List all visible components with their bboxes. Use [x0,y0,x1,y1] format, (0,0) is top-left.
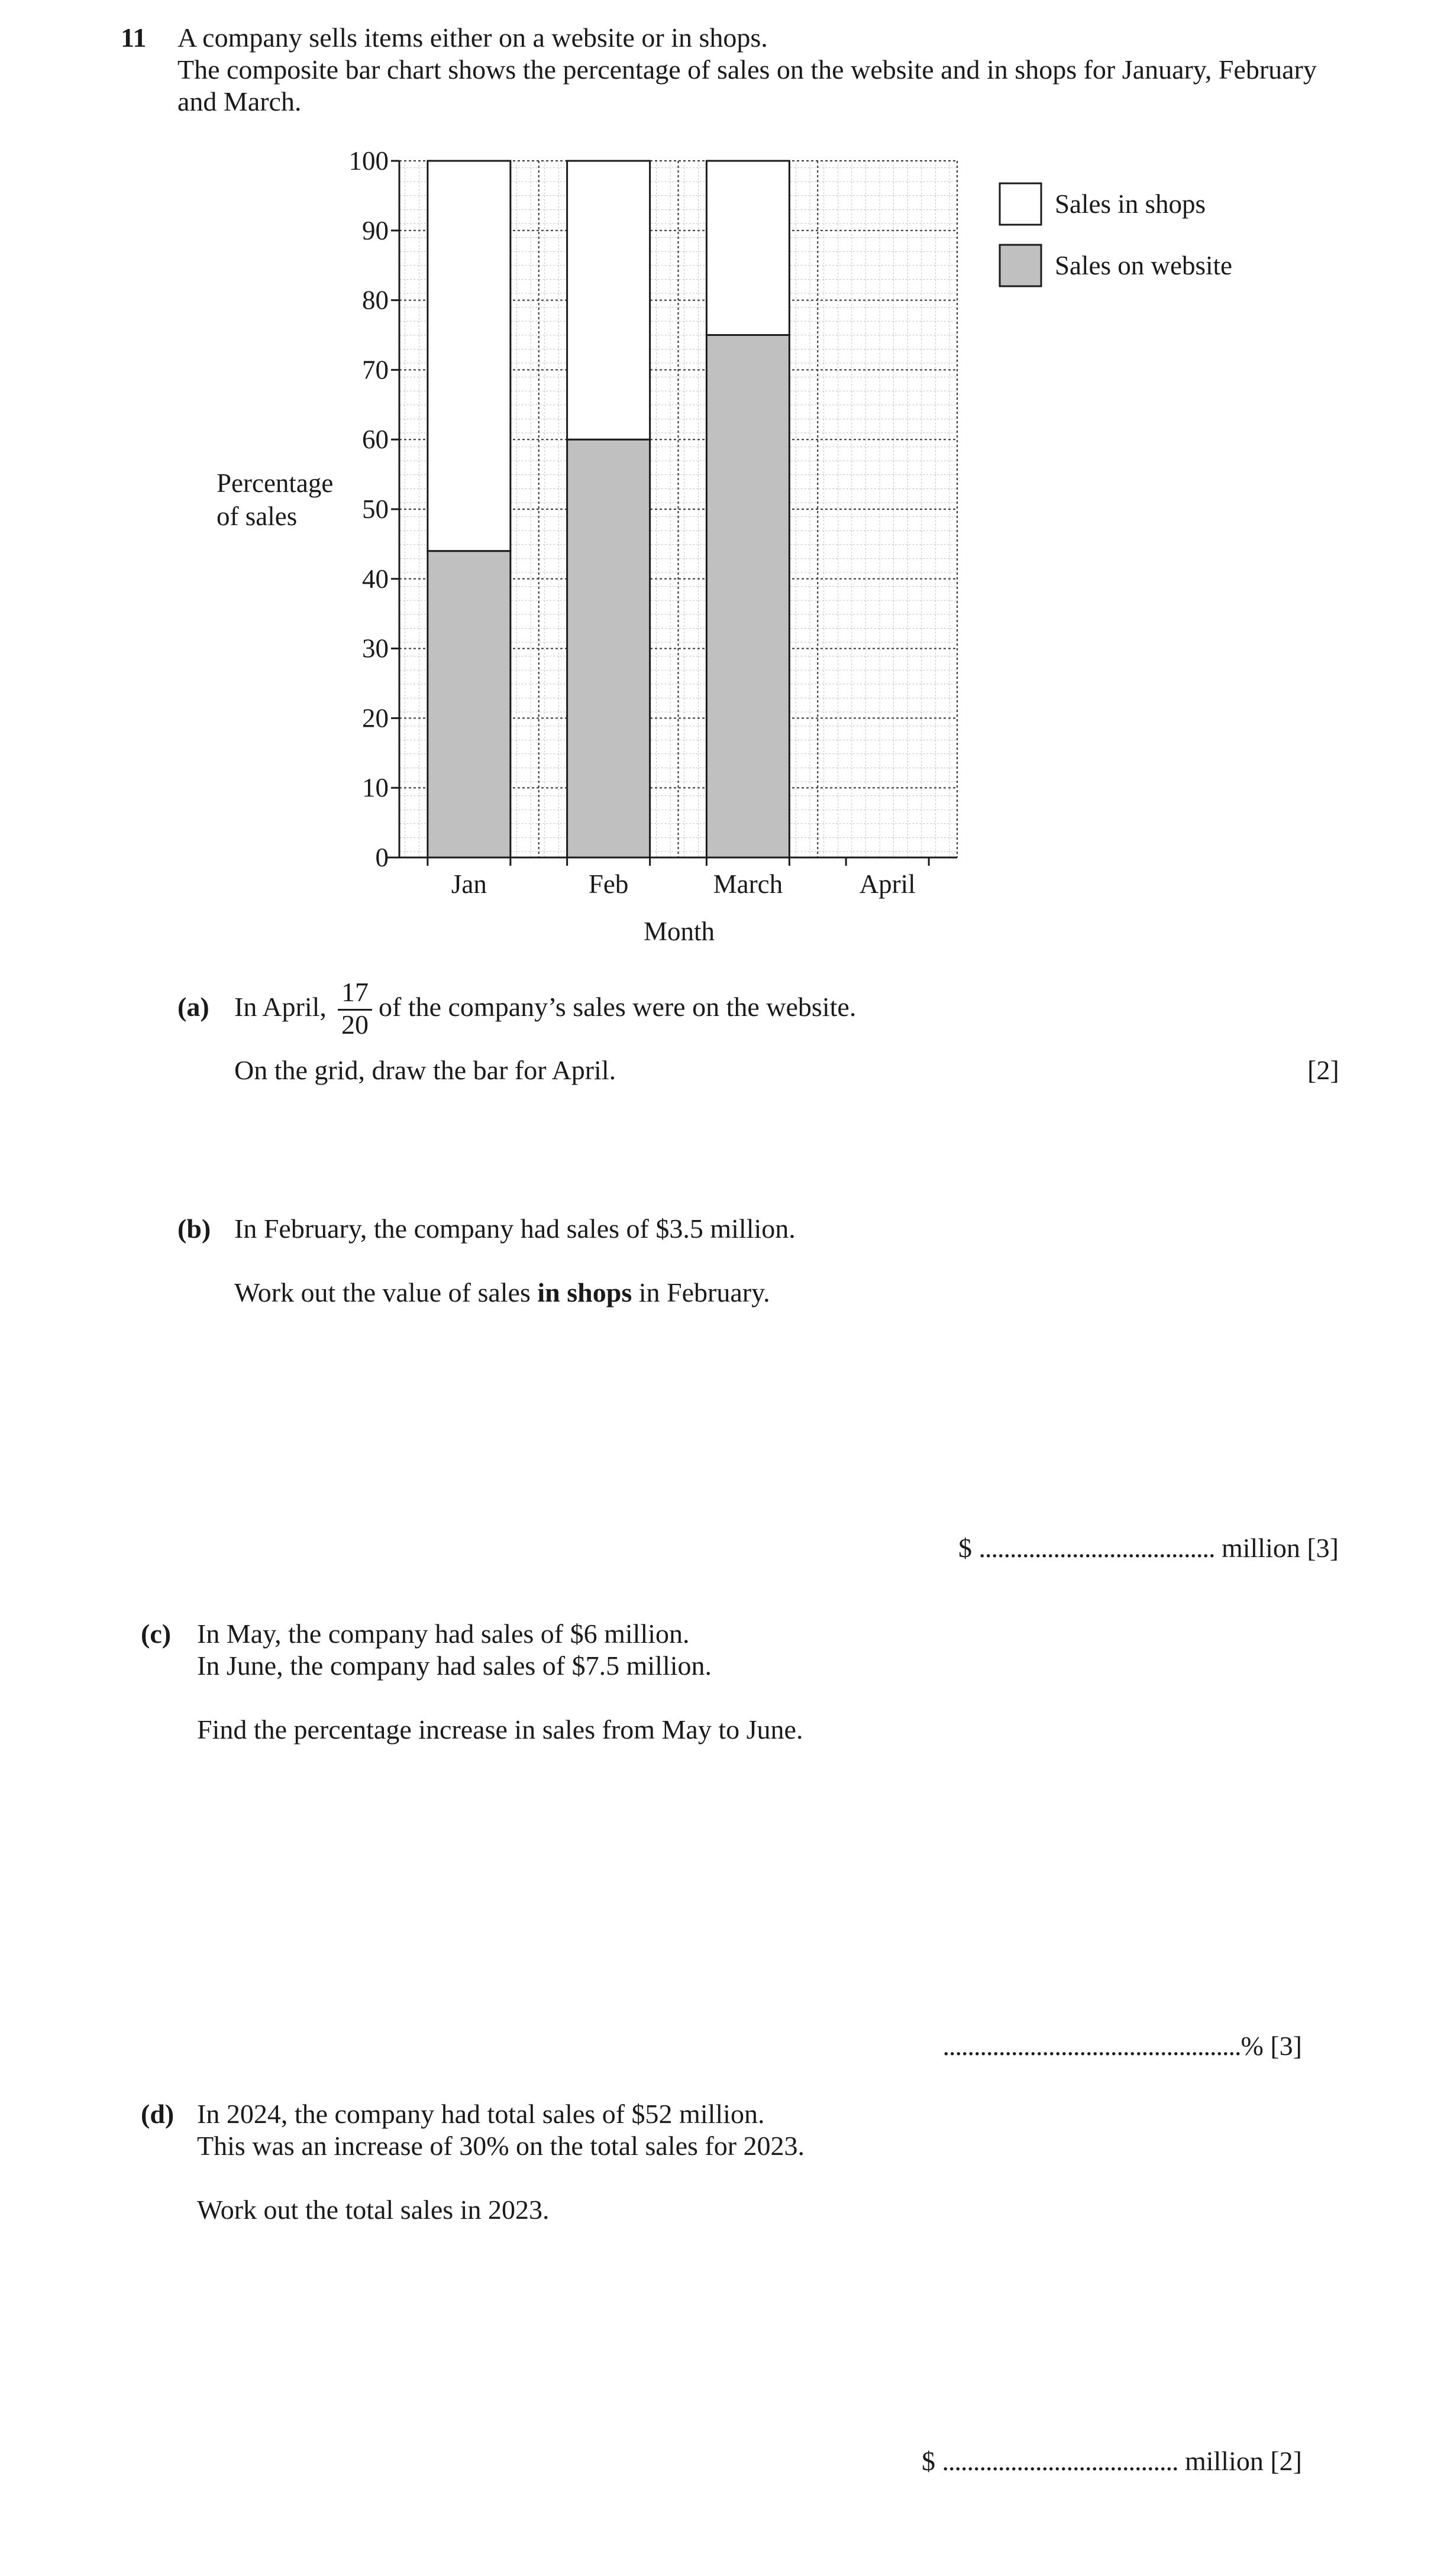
x-tick-label-march: March [713,869,783,899]
legend-swatch [1000,245,1041,286]
part-d-answer-unit: million [1184,2446,1264,2476]
bar-website-jan [428,551,511,857]
part-d-line-2: This was an increase of 30% on the total sales for 2023. [197,2131,805,2161]
x-axis-label: Month [643,917,715,946]
part-b-answer-prefix: $ [958,1533,972,1563]
part-d-answer-prefix: $ [921,2446,935,2476]
part-b-marks: [3] [1307,1533,1339,1563]
composite-bar-chart [0,0,1431,970]
fraction-numerator: 17 [341,977,369,1007]
y-tick-label: 40 [362,564,389,594]
part-c-answer-unit: % [1241,2031,1264,2061]
x-tick-label-april: April [859,869,916,899]
y-tick-label: 80 [362,285,389,315]
bar-shops-feb [567,161,650,439]
part-d-marks: [2] [1270,2446,1302,2476]
intro-line-3: and March. [177,86,302,116]
y-tick-label: 60 [362,425,389,455]
part-c-line-2: In June, the company had sales of $7.5 million. [197,1651,712,1681]
bar-shops-march [706,161,789,335]
legend-swatch [1000,183,1041,225]
y-tick-label: 30 [362,633,389,664]
part-c-answer-line[interactable] [943,2030,1302,2062]
part-a-text-after: of the company’s sales were on the website. [379,992,857,1022]
y-tick-label: 0 [375,843,389,872]
part-a-text-before: In April, [234,992,327,1022]
part-b-answer-dots[interactable]: ...................................... [978,1533,1215,1563]
part-d-line-1: In 2024, the company had total sales of $52 million. [197,2099,765,2129]
y-axis-label-line-1: Percentage [217,468,334,498]
fraction-denominator: 20 [341,1009,369,1040]
part-b-label: (b) [177,1213,211,1244]
bar-website-feb [567,439,650,857]
part-b-line-1: In February, the company had sales of $3.5 million. [234,1213,796,1244]
part-a-instruction: On the grid, draw the bar for April. [234,1055,616,1085]
y-axis-label-line-2: of sales [217,501,298,531]
part-c-label: (c) [141,1619,172,1649]
y-tick-label: 90 [362,215,389,245]
part-b-line-2-end: in February. [638,1277,770,1308]
part-b-line-2-start: Work out the value of sales [234,1277,531,1308]
part-d-label: (d) [141,2099,175,2129]
part-d-answer-line[interactable] [922,2445,1302,2477]
y-tick-label: 70 [362,355,389,385]
y-tick-label: 20 [362,703,389,733]
part-c-line-1: In May, the company had sales of $6 million. [197,1619,690,1649]
part-a-marks: [2] [1307,1055,1339,1085]
part-c-line-3: Find the percentage increase in sales from May to June. [197,1714,803,1745]
question-number: 11 [121,22,147,53]
part-d-answer-dots[interactable]: ...................................... [942,2446,1178,2476]
part-b-line-2-bold: in shops [537,1277,632,1308]
y-tick-label: 100 [348,146,389,176]
part-b-line-2 [234,1276,770,1309]
part-d-line-3: Work out the total sales in 2023. [197,2195,550,2225]
part-b-answer-line[interactable] [958,1532,1339,1564]
intro-line-1: A company sells items either on a website or in shops. [177,22,768,53]
part-b-answer-unit: million [1221,1533,1300,1563]
bar-website-march [706,335,789,858]
x-tick-label-feb: Feb [588,869,629,899]
x-tick-label-jan: Jan [451,869,487,899]
legend-label: Sales on website [1055,251,1232,280]
legend-label: Sales in shops [1055,189,1206,219]
part-c-answer-dots[interactable]: ................................................ [942,2031,1241,2061]
bar-shops-jan [428,161,511,551]
part-c-marks: [3] [1270,2031,1302,2061]
y-tick-label: 10 [362,773,389,803]
part-a-label: (a) [177,992,209,1022]
intro-line-2: The composite bar chart shows the percentage of sales on the website and in shops for January, February [177,54,1317,85]
y-tick-label: 50 [362,494,389,524]
